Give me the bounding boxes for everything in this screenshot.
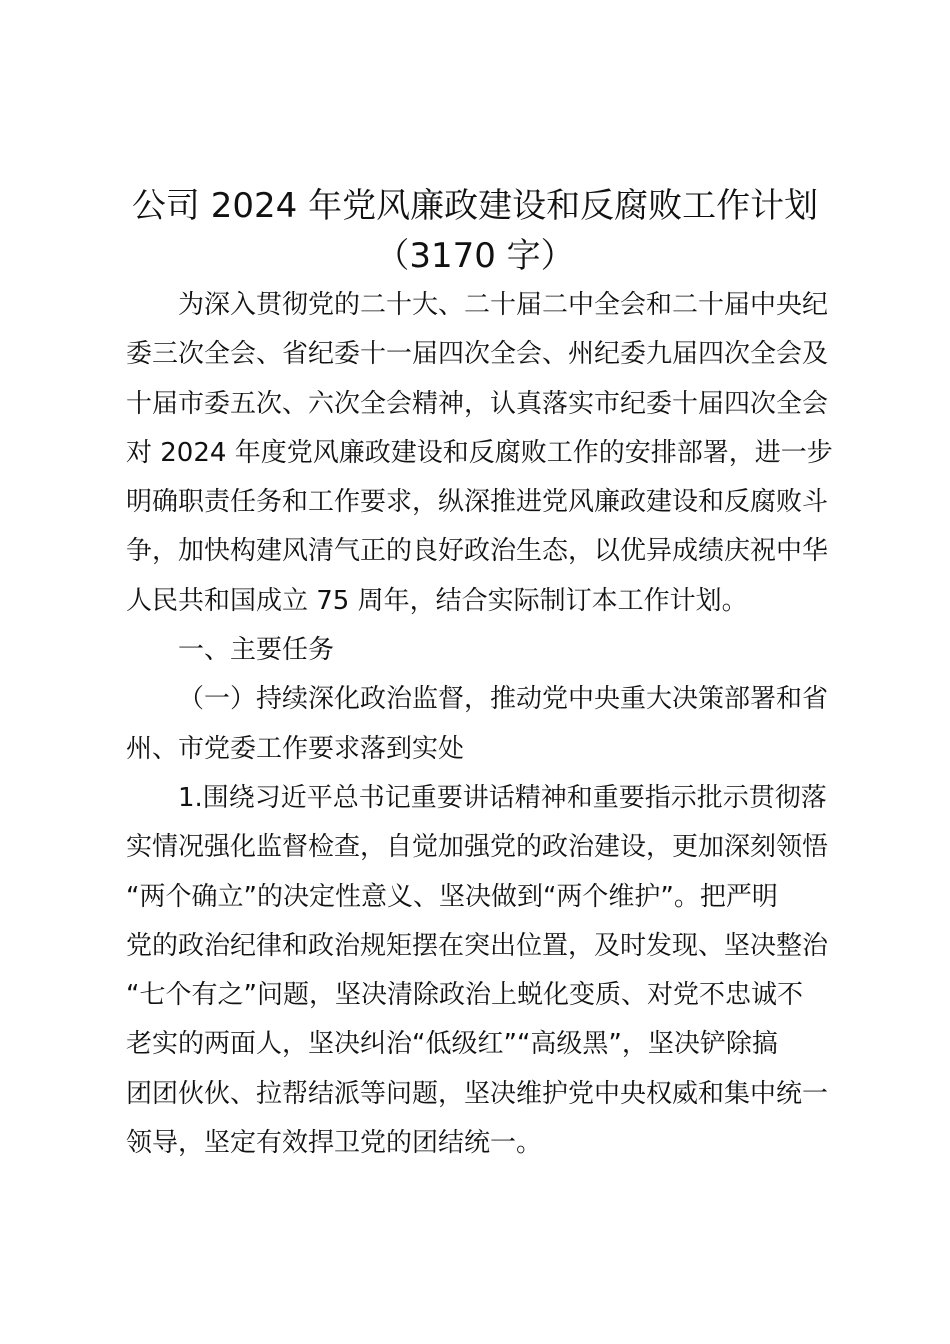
paragraph-introduction — [126, 281, 836, 626]
text-line: 对 2024 年度党风廉政建设和反腐败工作的安排部署，进一步 — [126, 437, 833, 468]
text-line: 实情况强化监督检查，自觉加强党的政治建设，更加深刻领悟 — [126, 832, 829, 863]
heading-line: 一、主要任务 — [178, 635, 335, 666]
heading-line: 州、市党委工作要求落到实处 — [126, 733, 465, 764]
paragraph-item-1 — [126, 774, 836, 1168]
text-line: 人民共和国成立 75 周年，结合实际制订本工作计划。 — [126, 585, 748, 616]
document-title: 公司 2024 年党风廉政建设和反腐败工作计划 — [131, 186, 819, 226]
document-body — [126, 281, 836, 1168]
text-line: 党的政治纪律和政治规矩摆在突出位置，及时发现、坚决整治 — [126, 930, 829, 961]
text-line: 团团伙伙、拉帮结派等问题，坚决维护党中央权威和集中统一 — [126, 1078, 829, 1109]
subsection-heading-political-supervision — [126, 675, 836, 774]
text-line: 领导，坚定有效捍卫党的团结统一。 — [126, 1128, 543, 1159]
text-line: 明确职责任务和工作要求，纵深推进党风廉政建设和反腐败斗 — [126, 487, 829, 518]
text-line: 1.围绕习近平总书记重要讲话精神和重要指示批示贯彻落 — [178, 782, 827, 813]
text-line: 十届市委五次、六次全会精神，认真落实市纪委十届四次全会 — [126, 388, 829, 419]
text-line: 老实的两面人，坚决纠治“低级红”“高级黑”，坚决铲除搞 — [126, 1029, 778, 1060]
heading-line: （一）持续深化政治监督，推动党中央重大决策部署和省 — [178, 684, 829, 715]
document-title-wordcount: （3170 字） — [375, 236, 575, 276]
text-line: 为深入贯彻党的二十大、二十届二中全会和二十届中央纪 — [178, 290, 829, 320]
section-heading-main-tasks — [126, 626, 836, 675]
text-line: “七个有之”问题，坚决清除政治上蜕化变质、对党不忠诚不 — [126, 980, 803, 1011]
text-line: “两个确立”的决定性意义、坚决做到“两个维护”。把严明 — [126, 881, 778, 912]
text-line: 委三次全会、省纪委十一届四次全会、州纪委九届四次全会及 — [126, 339, 829, 370]
text-line: 争，加快构建风清气正的良好政治生态，以优异成绩庆祝中华 — [126, 536, 829, 567]
